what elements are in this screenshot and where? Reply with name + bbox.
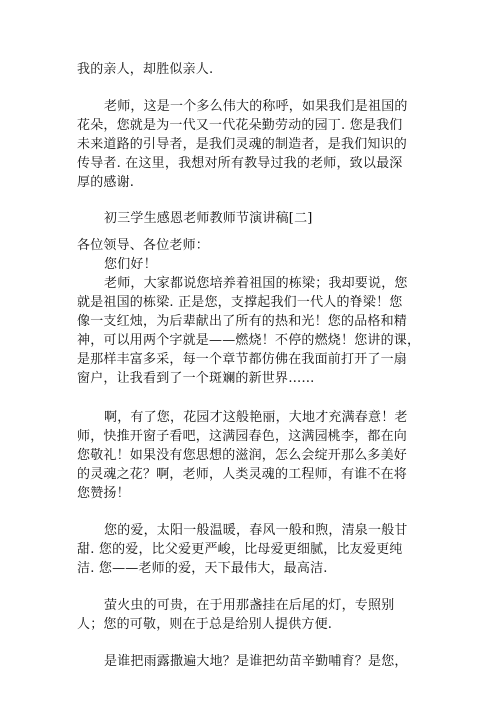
text-line: 老师，这是一个多么伟大的称呼，如果我们是祖国的 xyxy=(104,99,408,114)
text-line: 我的亲人，却胜似亲人. xyxy=(77,62,214,77)
text-line: 像一支红烛，为后辈献出了所有的热和光！您的品格和精 xyxy=(77,314,408,329)
text-line: 窗户，让我看到了一个斑斓的新世界…… xyxy=(77,371,315,386)
text-line: 萤火虫的可贵，在于用那盏挂在后尾的灯，专照别 xyxy=(104,598,395,613)
text-line: 厚的感谢. xyxy=(77,175,135,190)
text-line: 就是祖国的栋梁. 正是您，支撑起我们一代人的脊梁！您 xyxy=(77,295,403,310)
text-line: 洁. 您——老师的爱，天下最伟大，最高洁. xyxy=(77,561,328,576)
text-line: 您的爱，太阳一般温暖，春风一般和煦，清泉一般甘 xyxy=(104,523,408,538)
text-line: 是谁把雨露撒遍大地？是谁把幼苗辛勤哺育？是您， xyxy=(104,654,408,669)
text-line: 未来道路的引导者，是我们灵魂的制造者，是我们知识的 xyxy=(77,137,408,152)
text-line: 传导者. 在这里，我想对所有教导过我的老师，致以最深 xyxy=(77,156,403,171)
text-line: 花朵，您就是为一代又一代花朵勤劳动的园丁. 您是我们 xyxy=(77,118,403,133)
salutation: 各位领导、各位老师： xyxy=(77,238,210,253)
text-line: 甜. 您的爱，比父爱更严峻，比母爱更细腻，比友爱更纯 xyxy=(77,542,403,557)
text-line: 啊，有了您，花园才这般艳丽，大地才充满春意！老 xyxy=(104,410,408,425)
section-title: 初三学生感恩老师教师节演讲稿[二] xyxy=(104,211,313,226)
text-line: 您敬礼！如果没有您思想的滋润，怎么会绽开那么多美好 xyxy=(77,448,408,463)
text-line: 的灵魂之花？啊，老师，人类灵魂的工程师，有谁不在将 xyxy=(77,467,408,482)
text-line: 神，可以用两个字就是——燃烧！不停的燃烧！您讲的课， xyxy=(77,333,421,348)
text-line: 师，快推开窗子看吧，这满园春色，这满园桃李，都在向 xyxy=(77,429,408,444)
text-line: 人；您的可敬，则在于总是给别人提供方便. xyxy=(77,617,333,632)
text-line: 是那样丰富多采，每一个章节都仿佛在我面前打开了一扇 xyxy=(77,352,408,367)
text-line: 您赞扬！ xyxy=(77,486,130,501)
greeting: 您们好！ xyxy=(104,257,157,272)
text-line: 老师，大家都说您培养着祖国的栋梁；我却要说，您 xyxy=(104,276,408,291)
